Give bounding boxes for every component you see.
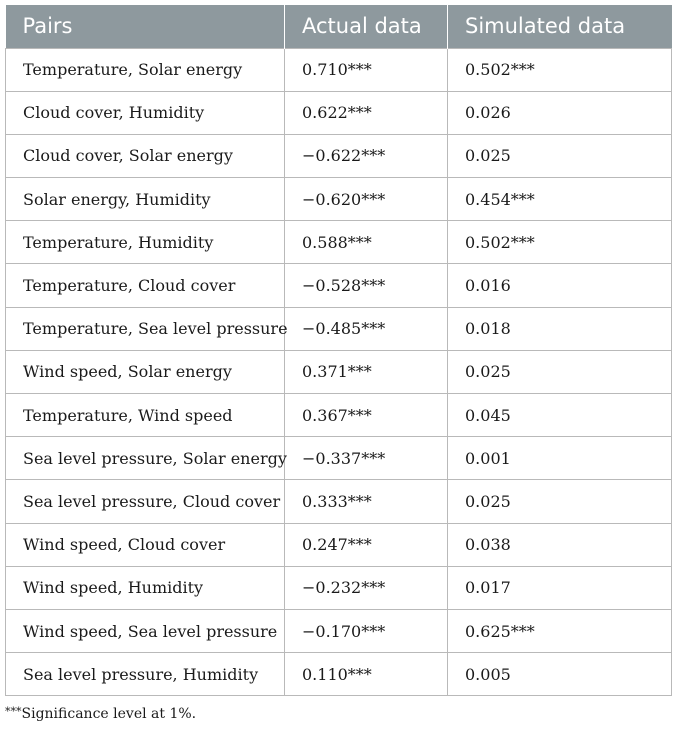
table-row — [6, 48, 672, 91]
pair-cell: Cloud cover, Humidity — [6, 91, 285, 134]
simulated-value-cell: 0.038 — [448, 523, 672, 566]
simulated-value-cell: 0.025 — [448, 480, 672, 523]
table-row — [6, 609, 672, 652]
actual-value-cell: −0.622*** — [285, 134, 448, 177]
simulated-value-cell: 0.016 — [448, 264, 672, 307]
pair-cell: Wind speed, Solar energy — [6, 350, 285, 393]
pair-cell: Temperature, Humidity — [6, 221, 285, 264]
actual-value-cell: 0.710*** — [285, 48, 448, 91]
table-row — [6, 566, 672, 609]
pair-cell: Temperature, Sea level pressure — [6, 307, 285, 350]
simulated-value-cell: 0.017 — [448, 566, 672, 609]
table-row — [6, 437, 672, 480]
table-body — [6, 48, 672, 696]
pair-cell: Temperature, Wind speed — [6, 394, 285, 437]
actual-value-cell: 0.247*** — [285, 523, 448, 566]
footnote-marker: *** — [5, 705, 22, 718]
actual-value-cell: −0.485*** — [285, 307, 448, 350]
table-row — [6, 523, 672, 566]
header-actual-data: Actual data — [285, 5, 448, 48]
pair-cell: Sea level pressure, Humidity — [6, 653, 285, 696]
simulated-value-cell: 0.025 — [448, 350, 672, 393]
table-row — [6, 221, 672, 264]
simulated-value-cell: 0.025 — [448, 134, 672, 177]
table-row — [6, 307, 672, 350]
simulated-value-cell: 0.001 — [448, 437, 672, 480]
simulated-value-cell: 0.502*** — [448, 221, 672, 264]
pair-cell: Sea level pressure, Cloud cover — [6, 480, 285, 523]
actual-value-cell: −0.170*** — [285, 609, 448, 652]
pair-cell: Wind speed, Humidity — [6, 566, 285, 609]
table-row — [6, 91, 672, 134]
table-row — [6, 350, 672, 393]
header-row — [6, 5, 672, 48]
actual-value-cell: −0.528*** — [285, 264, 448, 307]
actual-value-cell: 0.622*** — [285, 91, 448, 134]
header-pairs: Pairs — [22, 14, 73, 39]
correlation-table-container — [5, 5, 671, 696]
table-row — [6, 178, 672, 221]
table-row — [6, 394, 672, 437]
actual-value-cell: 0.588*** — [285, 221, 448, 264]
pair-cell: Temperature, Cloud cover — [6, 264, 285, 307]
table-row — [6, 264, 672, 307]
footnote — [5, 705, 196, 722]
actual-value-cell: 0.333*** — [285, 480, 448, 523]
pair-cell: Solar energy, Humidity — [6, 178, 285, 221]
pair-cell: Sea level pressure, Solar energy — [6, 437, 285, 480]
actual-value-cell: −0.232*** — [285, 566, 448, 609]
pair-cell: Temperature, Solar energy — [6, 48, 285, 91]
actual-value-cell: 0.371*** — [285, 350, 448, 393]
simulated-value-cell: 0.625*** — [448, 609, 672, 652]
simulated-value-cell: 0.026 — [448, 91, 672, 134]
simulated-value-cell: 0.454*** — [448, 178, 672, 221]
simulated-value-cell: 0.018 — [448, 307, 672, 350]
actual-value-cell: −0.620*** — [285, 178, 448, 221]
simulated-value-cell: 0.502*** — [448, 48, 672, 91]
table-row — [6, 653, 672, 696]
pair-cell: Wind speed, Cloud cover — [6, 523, 285, 566]
table-header — [6, 5, 672, 48]
actual-value-cell: −0.337*** — [285, 437, 448, 480]
table-row — [6, 480, 672, 523]
pair-cell: Cloud cover, Solar energy — [6, 134, 285, 177]
actual-value-cell: 0.110*** — [285, 653, 448, 696]
correlation-table — [5, 5, 672, 696]
pair-cell: Wind speed, Sea level pressure — [6, 609, 285, 652]
footnote-text: Significance level at 1%. — [21, 706, 197, 722]
simulated-value-cell: 0.005 — [448, 653, 672, 696]
actual-value-cell: 0.367*** — [285, 394, 448, 437]
header-simulated-data: Simulated data — [448, 5, 672, 48]
simulated-value-cell: 0.045 — [448, 394, 672, 437]
table-row — [6, 134, 672, 177]
